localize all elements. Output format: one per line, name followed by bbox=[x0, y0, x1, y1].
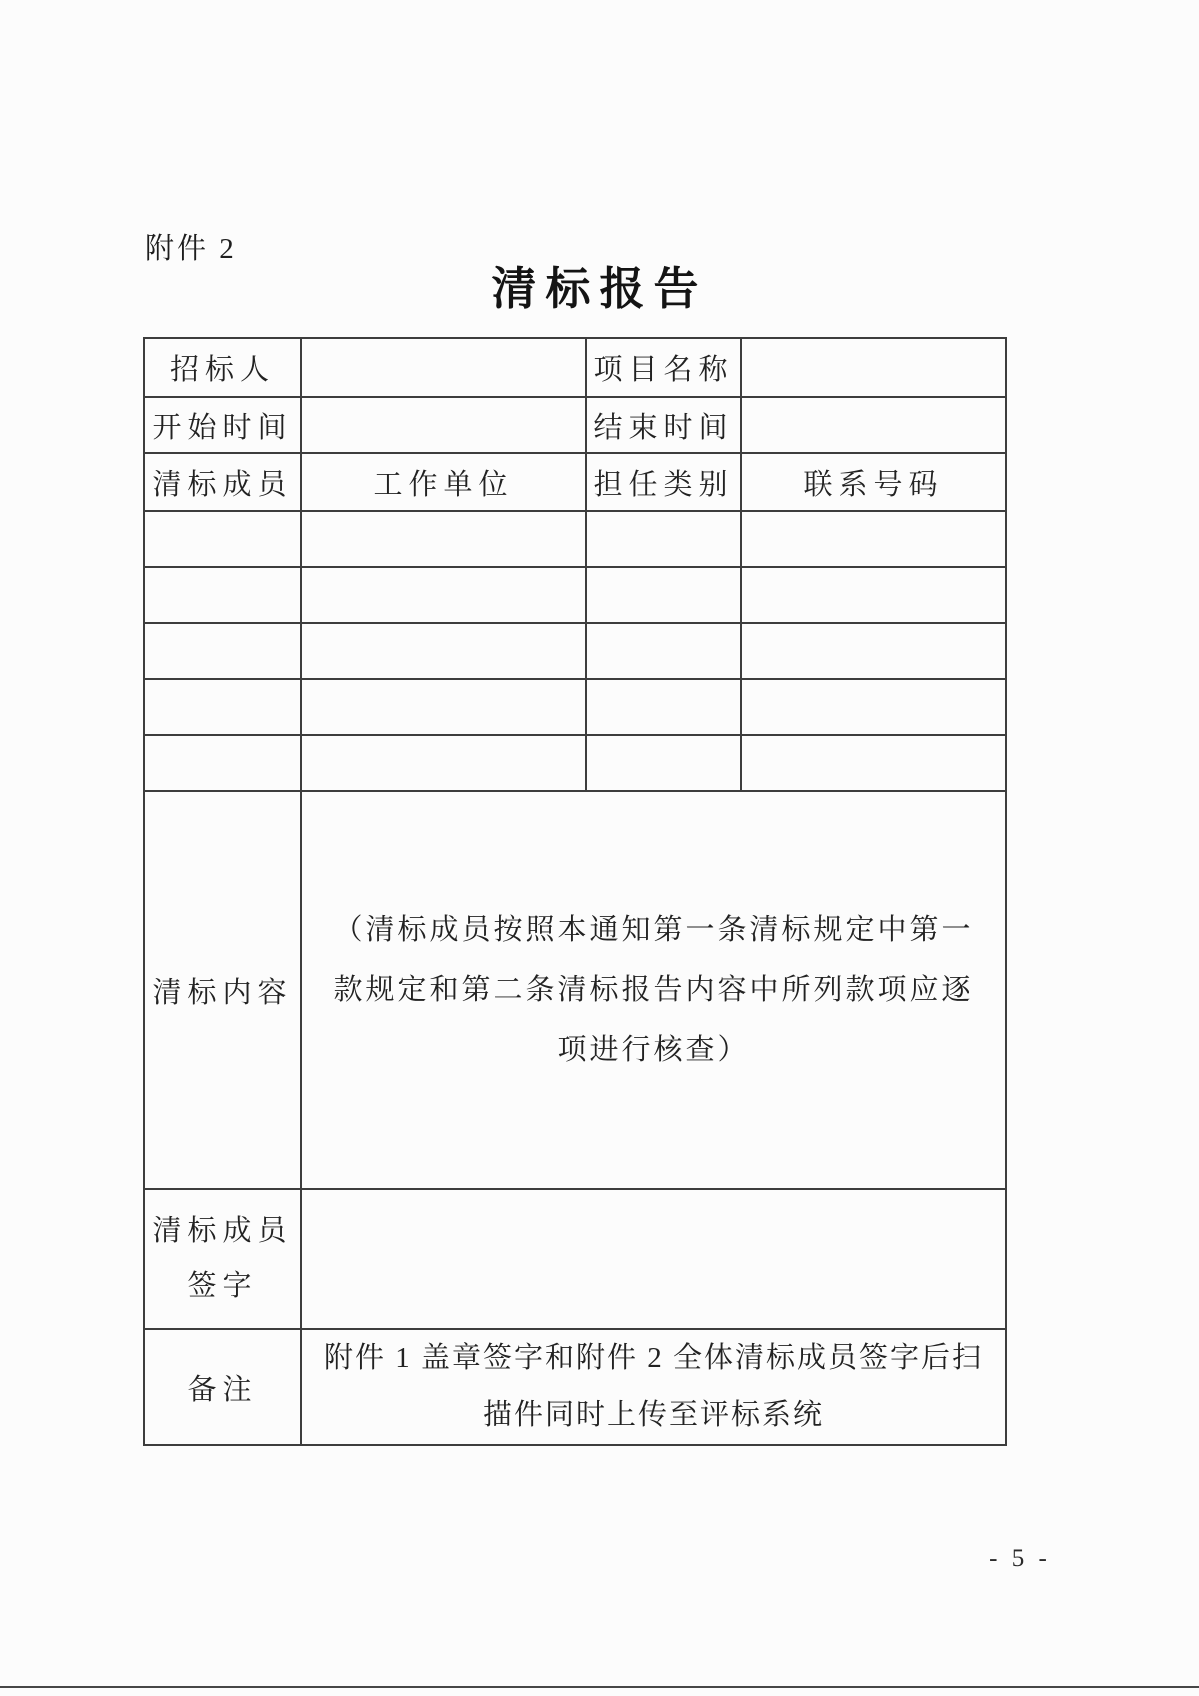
member-empty-cell bbox=[144, 511, 301, 567]
signature-label-line: 清标成员 bbox=[152, 1215, 293, 1247]
member-empty-row bbox=[144, 511, 1006, 567]
member-empty-cell bbox=[741, 735, 1006, 791]
clarification-report-table bbox=[143, 337, 1007, 1446]
member-empty-cell bbox=[586, 567, 741, 623]
member-empty-cell bbox=[301, 567, 586, 623]
scan-edge-line bbox=[0, 1686, 1199, 1688]
member-empty-cell bbox=[741, 567, 1006, 623]
member-empty-cell bbox=[586, 623, 741, 679]
member-empty-cell bbox=[144, 735, 301, 791]
bottom-rows bbox=[144, 791, 1006, 1445]
project-name-label: 项目名称 bbox=[586, 338, 741, 397]
end-time-value-cell bbox=[741, 397, 1006, 453]
content-text-line: （清标成员按照本通知第一条清标规定中第一 bbox=[333, 914, 974, 946]
member-empty-cell bbox=[741, 679, 1006, 735]
end-time-label: 结束时间 bbox=[586, 397, 741, 453]
info-rows bbox=[144, 338, 1006, 511]
page-number: - 5 - bbox=[989, 1545, 1051, 1572]
content-text-cell bbox=[301, 791, 1006, 1189]
member-empty-cell bbox=[301, 735, 586, 791]
role-column-header: 担任类别 bbox=[586, 453, 741, 511]
start-time-label: 开始时间 bbox=[144, 397, 301, 453]
content-label: 清标内容 bbox=[144, 791, 301, 1189]
member-header-row bbox=[144, 453, 1006, 511]
member-empty-rows bbox=[144, 511, 1006, 791]
member-empty-cell bbox=[741, 623, 1006, 679]
unit-column-header: 工作单位 bbox=[301, 453, 586, 511]
remark-text-line: 描件同时上传至评标系统 bbox=[482, 1399, 824, 1431]
page-title: 清标报告 bbox=[491, 263, 708, 314]
signature-row bbox=[144, 1189, 1006, 1329]
member-empty-cell bbox=[741, 511, 1006, 567]
remark-text-cell bbox=[301, 1329, 1006, 1445]
remark-text-line: 附件 1 盖章签字和附件 2 全体清标成员签字后扫 bbox=[323, 1342, 983, 1374]
remark-row bbox=[144, 1329, 1006, 1445]
member-empty-row bbox=[144, 735, 1006, 791]
content-text-line: 项进行核查） bbox=[557, 1034, 750, 1066]
member-empty-row bbox=[144, 679, 1006, 735]
project-name-value-cell bbox=[741, 338, 1006, 397]
signature-label bbox=[144, 1189, 301, 1329]
tenderer-row bbox=[144, 338, 1006, 397]
remark-label: 备注 bbox=[144, 1329, 301, 1445]
member-empty-cell bbox=[144, 679, 301, 735]
member-column-header: 清标成员 bbox=[144, 453, 301, 511]
signature-value-cell bbox=[301, 1189, 1006, 1329]
member-empty-cell bbox=[301, 623, 586, 679]
signature-label-line: 签字 bbox=[187, 1270, 258, 1302]
phone-column-header: 联系号码 bbox=[741, 453, 1006, 511]
member-empty-cell bbox=[144, 623, 301, 679]
member-empty-row bbox=[144, 567, 1006, 623]
time-row bbox=[144, 397, 1006, 453]
member-empty-cell bbox=[586, 679, 741, 735]
member-empty-cell bbox=[144, 567, 301, 623]
attachment-label: 附件 2 bbox=[145, 233, 237, 265]
member-empty-cell bbox=[586, 735, 741, 791]
content-row bbox=[144, 791, 1006, 1189]
member-empty-row bbox=[144, 623, 1006, 679]
member-empty-cell bbox=[586, 511, 741, 567]
member-empty-cell bbox=[301, 511, 586, 567]
tenderer-label: 招标人 bbox=[144, 338, 301, 397]
content-text-line: 款规定和第二条清标报告内容中所列款项应逐 bbox=[333, 974, 974, 1006]
tenderer-value-cell bbox=[301, 338, 586, 397]
member-empty-cell bbox=[301, 679, 586, 735]
start-time-value-cell bbox=[301, 397, 586, 453]
